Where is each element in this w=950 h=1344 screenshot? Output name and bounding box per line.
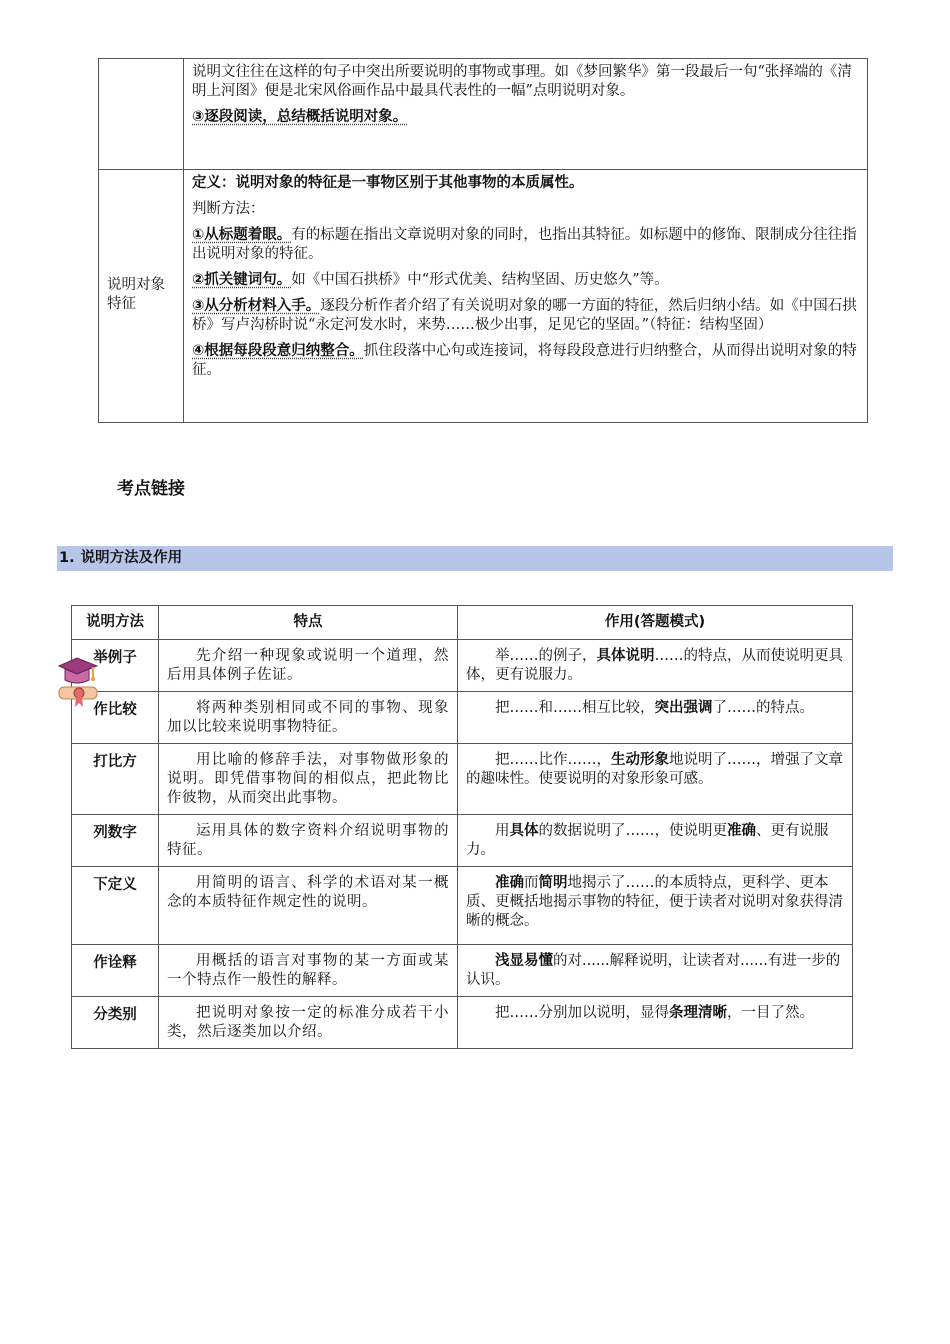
- method-row: [72, 744, 853, 815]
- graduation-cap-icon: [55, 652, 103, 710]
- method-effect: [458, 744, 853, 815]
- definition-text: 定义：说明对象的特征是一事物区别于其他事物的本质属性。: [192, 175, 584, 191]
- effect-keyword: 准确: [495, 875, 524, 891]
- section-bar: [57, 546, 893, 571]
- method-name: 举例子: [72, 640, 159, 692]
- effect-text: 而: [524, 875, 539, 891]
- header-feature: 特点: [159, 606, 458, 640]
- effect-text: 用: [495, 823, 510, 839]
- method-name: 作比较: [72, 692, 159, 744]
- method4-text: 抓住段落中心句或连接词，将每段段意进行归纳整合，从而得出说明对象的特征。: [192, 343, 857, 378]
- header-method: 说明方法: [72, 606, 159, 640]
- method3-text: 逐段分析作者介绍了有关说明对象的哪一方面的特征，然后归纳小结。如《中国石拱桥》写卢沟桥时说“永定河发水时，来势……极少出事，足见它的坚固。”（特征：结构坚固）: [192, 298, 857, 333]
- method-feature: 用概括的语言对事物的某一方面或某一个特点作一般性的解释。: [159, 945, 458, 997]
- feature-label-cell: 说明对象特征: [99, 170, 184, 423]
- explanation-object-table: [98, 58, 868, 423]
- method-name: 分类别: [72, 997, 159, 1049]
- effect-text: 了……的特点。: [712, 700, 814, 716]
- effect-text: 的对......解释说明，让读者对......有进一步的认识。: [466, 953, 841, 988]
- effect-keyword: 突出强调: [654, 700, 713, 716]
- object-paragraph: 说明文往往在这样的句子中突出所要说明的事物或事理。如《梦回繁华》第一段最后一句“张择端的《清明上河图》便是北宋风俗画作品中最具代表性的一幅”点明说明对象。: [192, 64, 852, 99]
- effect-text: 举……的例子，: [495, 648, 597, 664]
- effect-text: 地揭示了……的本质特点，更科学、更本质、更概括地揭示事物的特征，便于读者对说明对象获得清晰的概念。: [466, 875, 843, 929]
- effect-keyword: 生动形象: [611, 752, 669, 768]
- method-name: 作诠释: [72, 945, 159, 997]
- method-row: [72, 945, 853, 997]
- point3-heading: ③逐段阅读，总结概括说明对象。: [192, 109, 408, 125]
- feature-content-cell: [184, 170, 868, 423]
- effect-text: 把……比作……，: [495, 752, 611, 768]
- method-effect: [458, 997, 853, 1049]
- method-name: 下定义: [72, 867, 159, 945]
- method4-heading: ④根据每段段意归纳整合。: [192, 343, 364, 359]
- method-effect: [458, 815, 853, 867]
- empty-label-cell: [99, 59, 184, 170]
- method-feature: 将两种类别相同或不同的事物、现象加以比较来说明事物特征。: [159, 692, 458, 744]
- effect-text: ……的特点，从而使说明更具体，更有说服力。: [466, 648, 843, 683]
- method-row: [72, 692, 853, 744]
- method-feature: 用比喻的修辞手法，对事物做形象的说明。即凭借事物间的相似点，把此物比作彼物，从而突出此事物。: [159, 744, 458, 815]
- methods-table: [71, 605, 853, 1049]
- header-effect: 作用(答题模式): [458, 606, 853, 640]
- method-effect: [458, 945, 853, 997]
- method1-heading: ①从标题着眼。: [192, 227, 292, 243]
- effect-text: 把……和……相互比较，: [495, 700, 655, 716]
- effect-keyword: 浅显易懂: [495, 953, 553, 969]
- method2-heading: ②抓关键词句。: [192, 272, 292, 288]
- method-feature: 运用具体的数字资料介绍说明事物的特征。: [159, 815, 458, 867]
- method1-text: 有的标题在指出文章说明对象的同时，也指出其特征。如标题中的修饰、限制成分往往指出说明对象的特征。: [192, 227, 857, 262]
- method-feature: 把说明对象按一定的标准分成若干小类，然后逐类加以介绍。: [159, 997, 458, 1049]
- method-row: [72, 815, 853, 867]
- method2-text: 如《中国石拱桥》中“形式优美、结构坚固、历史悠久”等。: [291, 272, 669, 288]
- method-effect: [458, 640, 853, 692]
- section-title: 说明方法及作用: [80, 550, 183, 566]
- method-name: 打比方: [72, 744, 159, 815]
- method-effect: [458, 867, 853, 945]
- method-feature: 用简明的语言、科学的术语对某一概念的本质特征作规定性的说明。: [159, 867, 458, 945]
- effect-text: 地说明了……，增强了文章的趣味性。使要说明的对象形象可感。: [466, 752, 843, 787]
- effect-keyword: 准确: [727, 823, 756, 839]
- method3-heading: ③从分析材料入手。: [192, 298, 321, 314]
- method-feature: 先介绍一种现象或说明一个道理，然后用具体例子佐证。: [159, 640, 458, 692]
- effect-keyword: 具体说明: [596, 648, 655, 664]
- effect-keyword: 具体: [509, 823, 539, 839]
- method-row: [72, 867, 853, 945]
- method-row: [72, 640, 853, 692]
- effect-text: ，一目了然。: [727, 1005, 814, 1021]
- method-title: 判断方法：: [192, 201, 265, 217]
- effect-text: 把……分别加以说明，显得: [495, 1005, 669, 1021]
- method-row: [72, 997, 853, 1049]
- method-name: 列数字: [72, 815, 159, 867]
- object-content-cell: [184, 59, 868, 170]
- method-effect: [458, 692, 853, 744]
- section-link-title: 考点链接: [117, 479, 185, 499]
- effect-keyword: 条理清晰: [669, 1005, 727, 1021]
- effect-keyword: 简明: [538, 875, 568, 891]
- section-number: 1.: [59, 550, 75, 566]
- effect-text: 的数据说明了……，使说明更: [538, 823, 727, 839]
- effect-text: 、更有说服力。: [466, 823, 829, 858]
